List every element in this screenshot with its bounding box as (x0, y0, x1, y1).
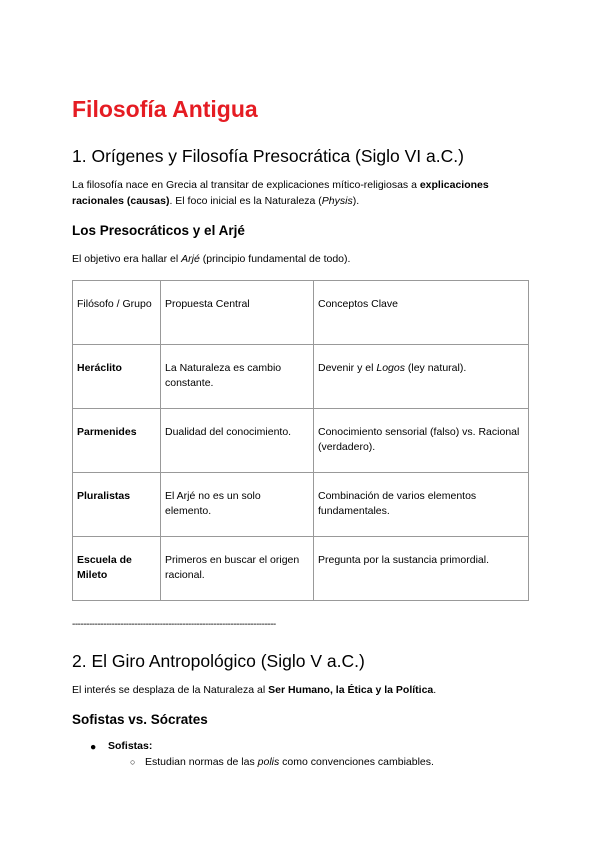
group-cell: Escuela de Mileto (73, 537, 161, 601)
header-cell: Filósofo / Grupo (73, 281, 161, 345)
sofistas-subheading: Sofistas vs. Sócrates (72, 712, 208, 727)
concepts-italic: Logos (376, 362, 405, 374)
intro-bold: explicaciones (419, 179, 489, 191)
objective-text (72, 251, 350, 267)
intro-text: La filosofía nace en Grecia al transitar de explicaciones mítico-religiosas a (72, 179, 420, 191)
intro-post: . (433, 684, 437, 696)
group-cell: Parmenides (73, 409, 161, 473)
circle-bullet-icon: ○ (130, 757, 136, 767)
table-row (73, 409, 529, 473)
concepts-cell (314, 345, 529, 409)
section-1-heading: 1. Orígenes y Filosofía Presocrática (Siglo VI a.C.) (72, 146, 464, 166)
group-cell: Pluralistas (73, 473, 161, 537)
bullet-icon: ● (90, 741, 97, 753)
concepts-text: Devenir y el (318, 362, 377, 374)
objective-italic: Arjé (181, 253, 200, 265)
intro-end: ). (352, 195, 360, 207)
proposal-cell: Dualidad del conocimiento. (161, 409, 314, 473)
proposal-cell: El Arjé no es un solo elemento. (161, 473, 314, 537)
section-1-intro (72, 177, 489, 209)
table-header-row (73, 281, 529, 345)
group-cell: Heráclito (73, 345, 161, 409)
table-row (73, 473, 529, 537)
divider-line: ------------------------------------------------------------------------ (72, 619, 276, 630)
intro-pre: El interés se desplaza de la Naturaleza al (72, 684, 269, 696)
sub-bullet-item (145, 754, 434, 770)
proposal-cell: La Naturaleza es cambio constante. (161, 345, 314, 409)
section-2-heading: 2. El Giro Antropológico (Siglo V a.C.) (72, 651, 365, 671)
sub-italic: polis (257, 756, 280, 768)
sub-pre: Estudian normas de las (145, 756, 258, 768)
intro-italic: Physis (321, 195, 353, 207)
concepts-cell: Combinación de varios elementos fundamentales. (314, 473, 529, 537)
header-cell: Propuesta Central (161, 281, 314, 345)
proposal-cell: Primeros en buscar el origen racional. (161, 537, 314, 601)
intro-line-1 (72, 177, 489, 193)
table-row (73, 345, 529, 409)
concepts-cell: Pregunta por la sustancia primordial. (314, 537, 529, 601)
header-cell: Conceptos Clave (314, 281, 529, 345)
section-2-intro (72, 682, 436, 698)
presocratics-table (72, 280, 529, 601)
intro-line-2 (72, 193, 489, 209)
presocratics-subheading: Los Presocráticos y el Arjé (72, 223, 245, 238)
objective-pre: El objetivo era hallar el (72, 253, 182, 265)
bullet-item-sofistas (108, 738, 152, 754)
page-title: Filosofía Antigua (72, 96, 258, 122)
sub-post: como convenciones cambiables. (279, 756, 434, 768)
intro-bold-2: racionales (causas) (72, 195, 170, 207)
concepts-text-post: (ley natural). (404, 362, 467, 374)
intro-text-2: . El foco inicial es la Naturaleza ( (169, 195, 322, 207)
concepts-cell: Conocimiento sensorial (falso) vs. Racional (verdadero). (314, 409, 529, 473)
intro-bold: Ser Humano, la Ética y la Política (268, 684, 434, 696)
table-row (73, 537, 529, 601)
objective-post: (principio fundamental de todo). (199, 253, 351, 265)
bullet-label: Sofistas: (108, 740, 153, 752)
